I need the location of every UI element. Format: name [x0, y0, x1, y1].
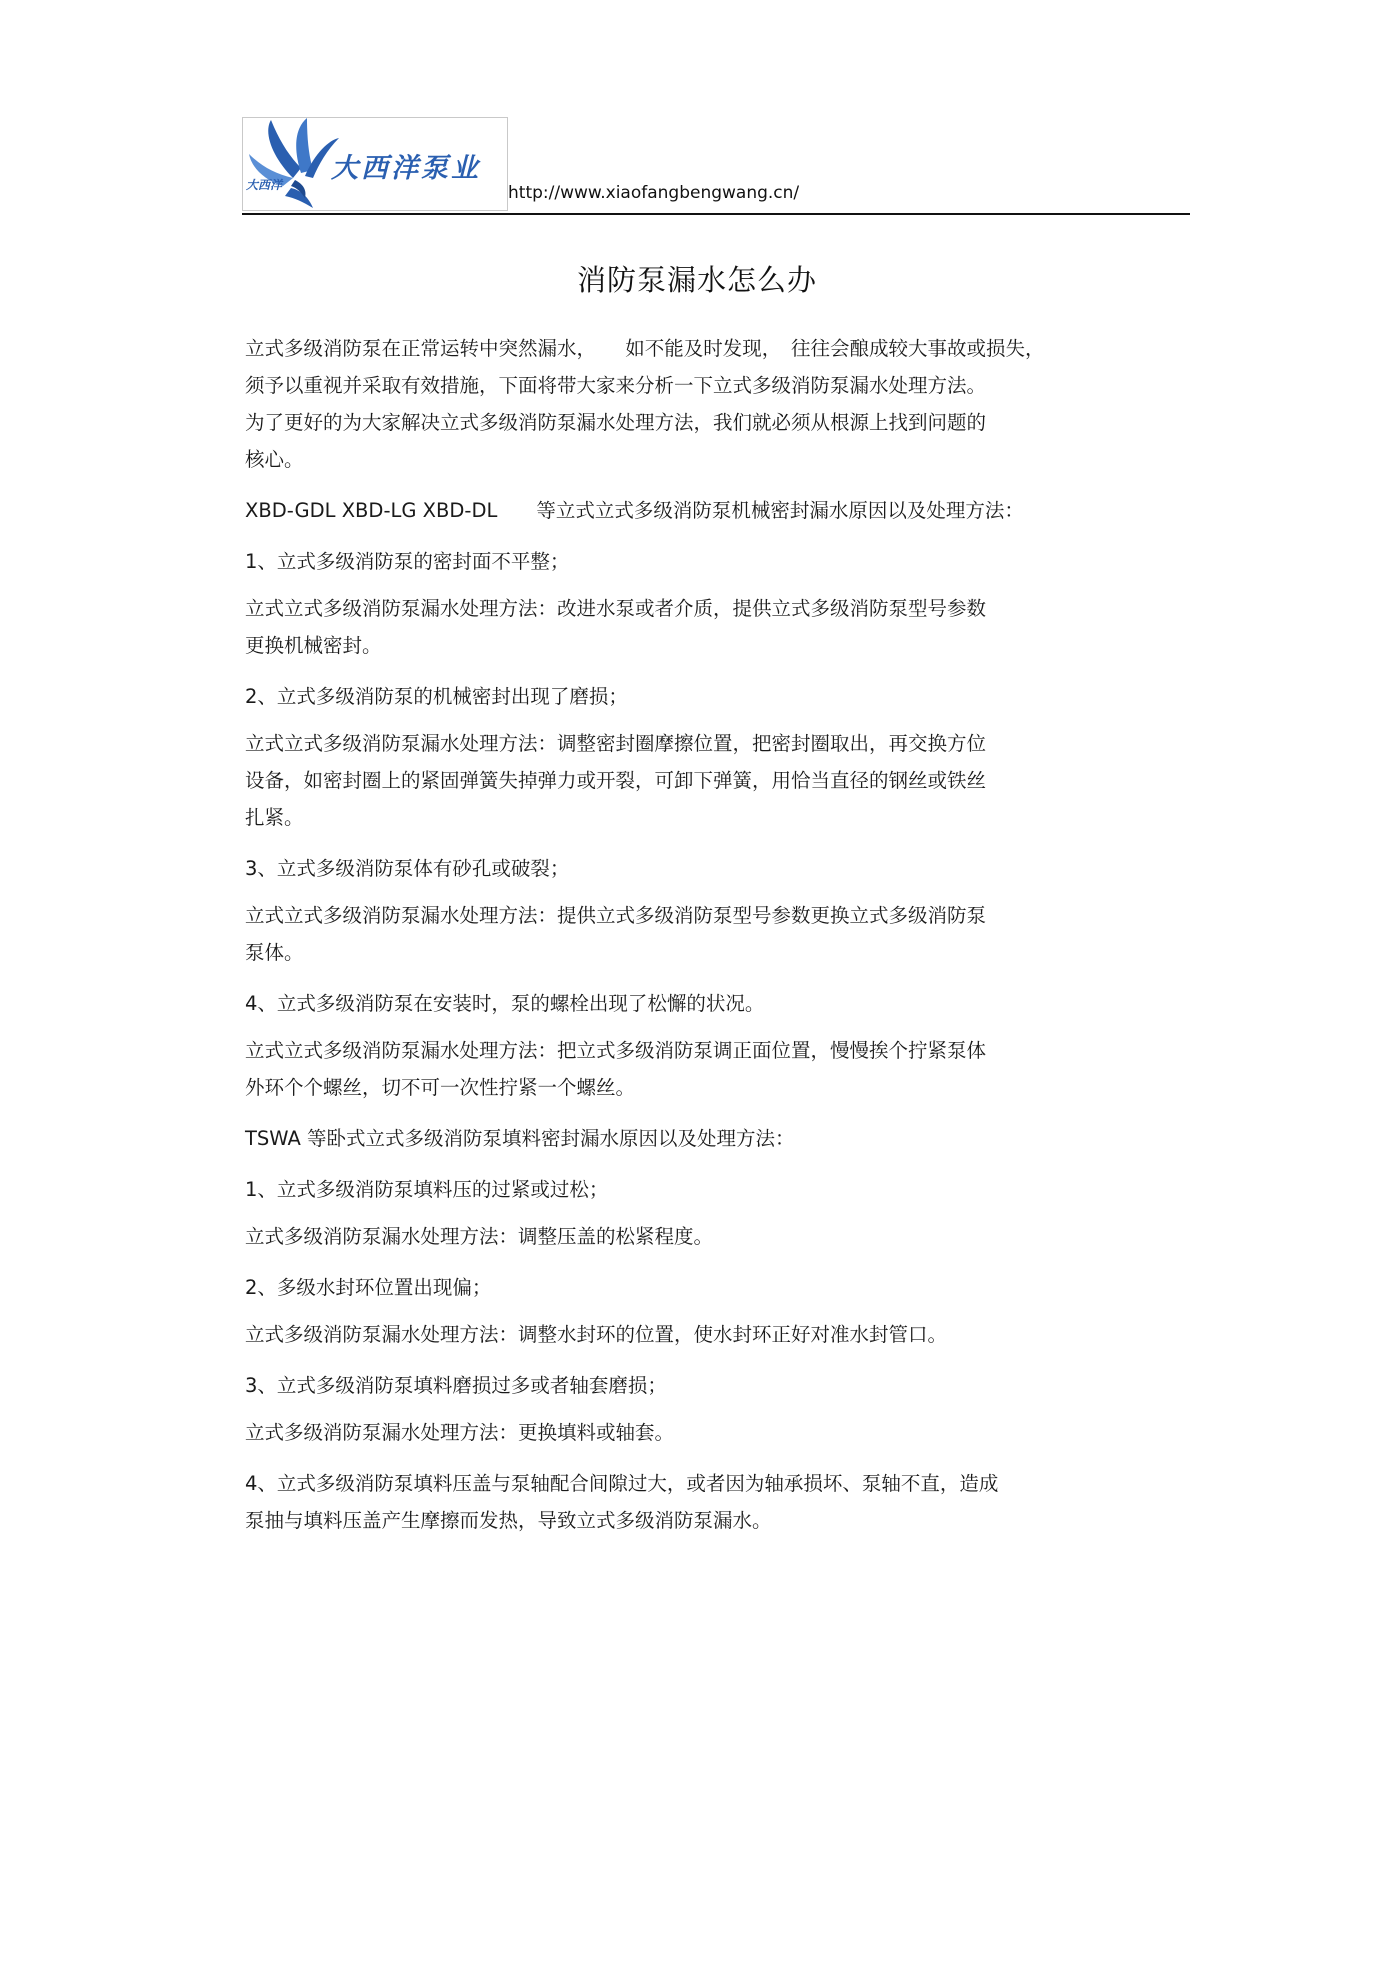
- section-heading: XBD-GDL XBD-LG XBD-DL 等立式立式多级消防泵机械密封漏水原因以及处理方法：: [245, 499, 1024, 522]
- list-item: 4、立式多级消防泵在安装时，泵的螺栓出现了松懈的状况。: [245, 992, 765, 1015]
- paragraph-line: 立式立式多级消防泵漏水处理方法：提供立式多级消防泵型号参数更换立式多级消防泵: [245, 904, 987, 927]
- paragraph-line: 立式立式多级消防泵漏水处理方法：改进水泵或者介质，提供立式多级消防泵型号参数: [245, 597, 987, 620]
- list-item: 1、立式多级消防泵的密封面不平整；: [245, 550, 570, 573]
- paragraph-line: 为了更好的为大家解决立式多级消防泵漏水处理方法，我们就必须从根源上找到问题的: [245, 411, 987, 434]
- paragraph-line: 立式立式多级消防泵漏水处理方法：把立式多级消防泵调正面位置，慢慢挨个拧紧泵体: [245, 1039, 987, 1062]
- page-header: [242, 117, 1190, 217]
- list-item: 4、立式多级消防泵填料压盖与泵轴配合间隙过大，或者因为轴承损坏、泵轴不直，造成: [245, 1472, 999, 1495]
- list-item: 3、立式多级消防泵填料磨损过多或者轴套磨损；: [245, 1374, 667, 1397]
- paragraph-line: 外环个个螺丝，切不可一次性拧紧一个螺丝。: [245, 1076, 636, 1099]
- paragraph-line: 立式多级消防泵漏水处理方法：更换填料或轴套。: [245, 1421, 675, 1444]
- paragraph-line: 立式立式多级消防泵漏水处理方法：调整密封圈摩擦位置，把密封圈取出，再交换方位: [245, 732, 987, 755]
- paragraph-line: 立式多级消防泵漏水处理方法：调整水封环的位置，使水封环正好对准水封管口。: [245, 1323, 948, 1346]
- paragraph-line: 立式多级消防泵在正常运转中突然漏水， 如不能及时发现， 往往会酿成较大事故或损失，: [245, 337, 1045, 360]
- paragraph-line: 核心。: [245, 448, 304, 471]
- paragraph-line: 泵抽与填料压盖产生摩擦而发热，导致立式多级消防泵漏水。: [245, 1509, 772, 1532]
- header-url[interactable]: http://www.xiaofangbengwang.cn/: [508, 183, 800, 203]
- list-item: 3、立式多级消防泵体有砂孔或破裂；: [245, 857, 570, 880]
- paragraph-line: 扎紧。: [245, 806, 304, 829]
- section-heading: TSWA 等卧式立式多级消防泵填料密封漏水原因以及处理方法：: [245, 1127, 795, 1150]
- paragraph-line: 须予以重视并采取有效措施，下面将带大家来分析一下立式多级消防泵漏水处理方法。: [245, 374, 987, 397]
- paragraph-line: 泵体。: [245, 941, 304, 964]
- company-logo: [242, 117, 508, 211]
- page-title: 消防泵漏水怎么办: [576, 263, 817, 297]
- paragraph-line: 立式多级消防泵漏水处理方法：调整压盖的松紧程度。: [245, 1225, 714, 1248]
- header-divider: [242, 213, 1190, 215]
- article-body: [245, 330, 1165, 1539]
- logo-small-text: 大西洋: [246, 178, 283, 192]
- list-item: 1、立式多级消防泵填料压的过紧或过松；: [245, 1178, 609, 1201]
- paragraph-line: 更换机械密封。: [245, 634, 382, 657]
- list-item: 2、立式多级消防泵的机械密封出现了磨损；: [245, 685, 628, 708]
- paragraph-line: 设备，如密封圈上的紧固弹簧失掉弹力或开裂，可卸下弹簧，用恰当直径的钢丝或铁丝: [245, 769, 987, 792]
- logo-text: 大西洋泵业: [331, 153, 481, 184]
- list-item: 2、多级水封环位置出现偏；: [245, 1276, 492, 1299]
